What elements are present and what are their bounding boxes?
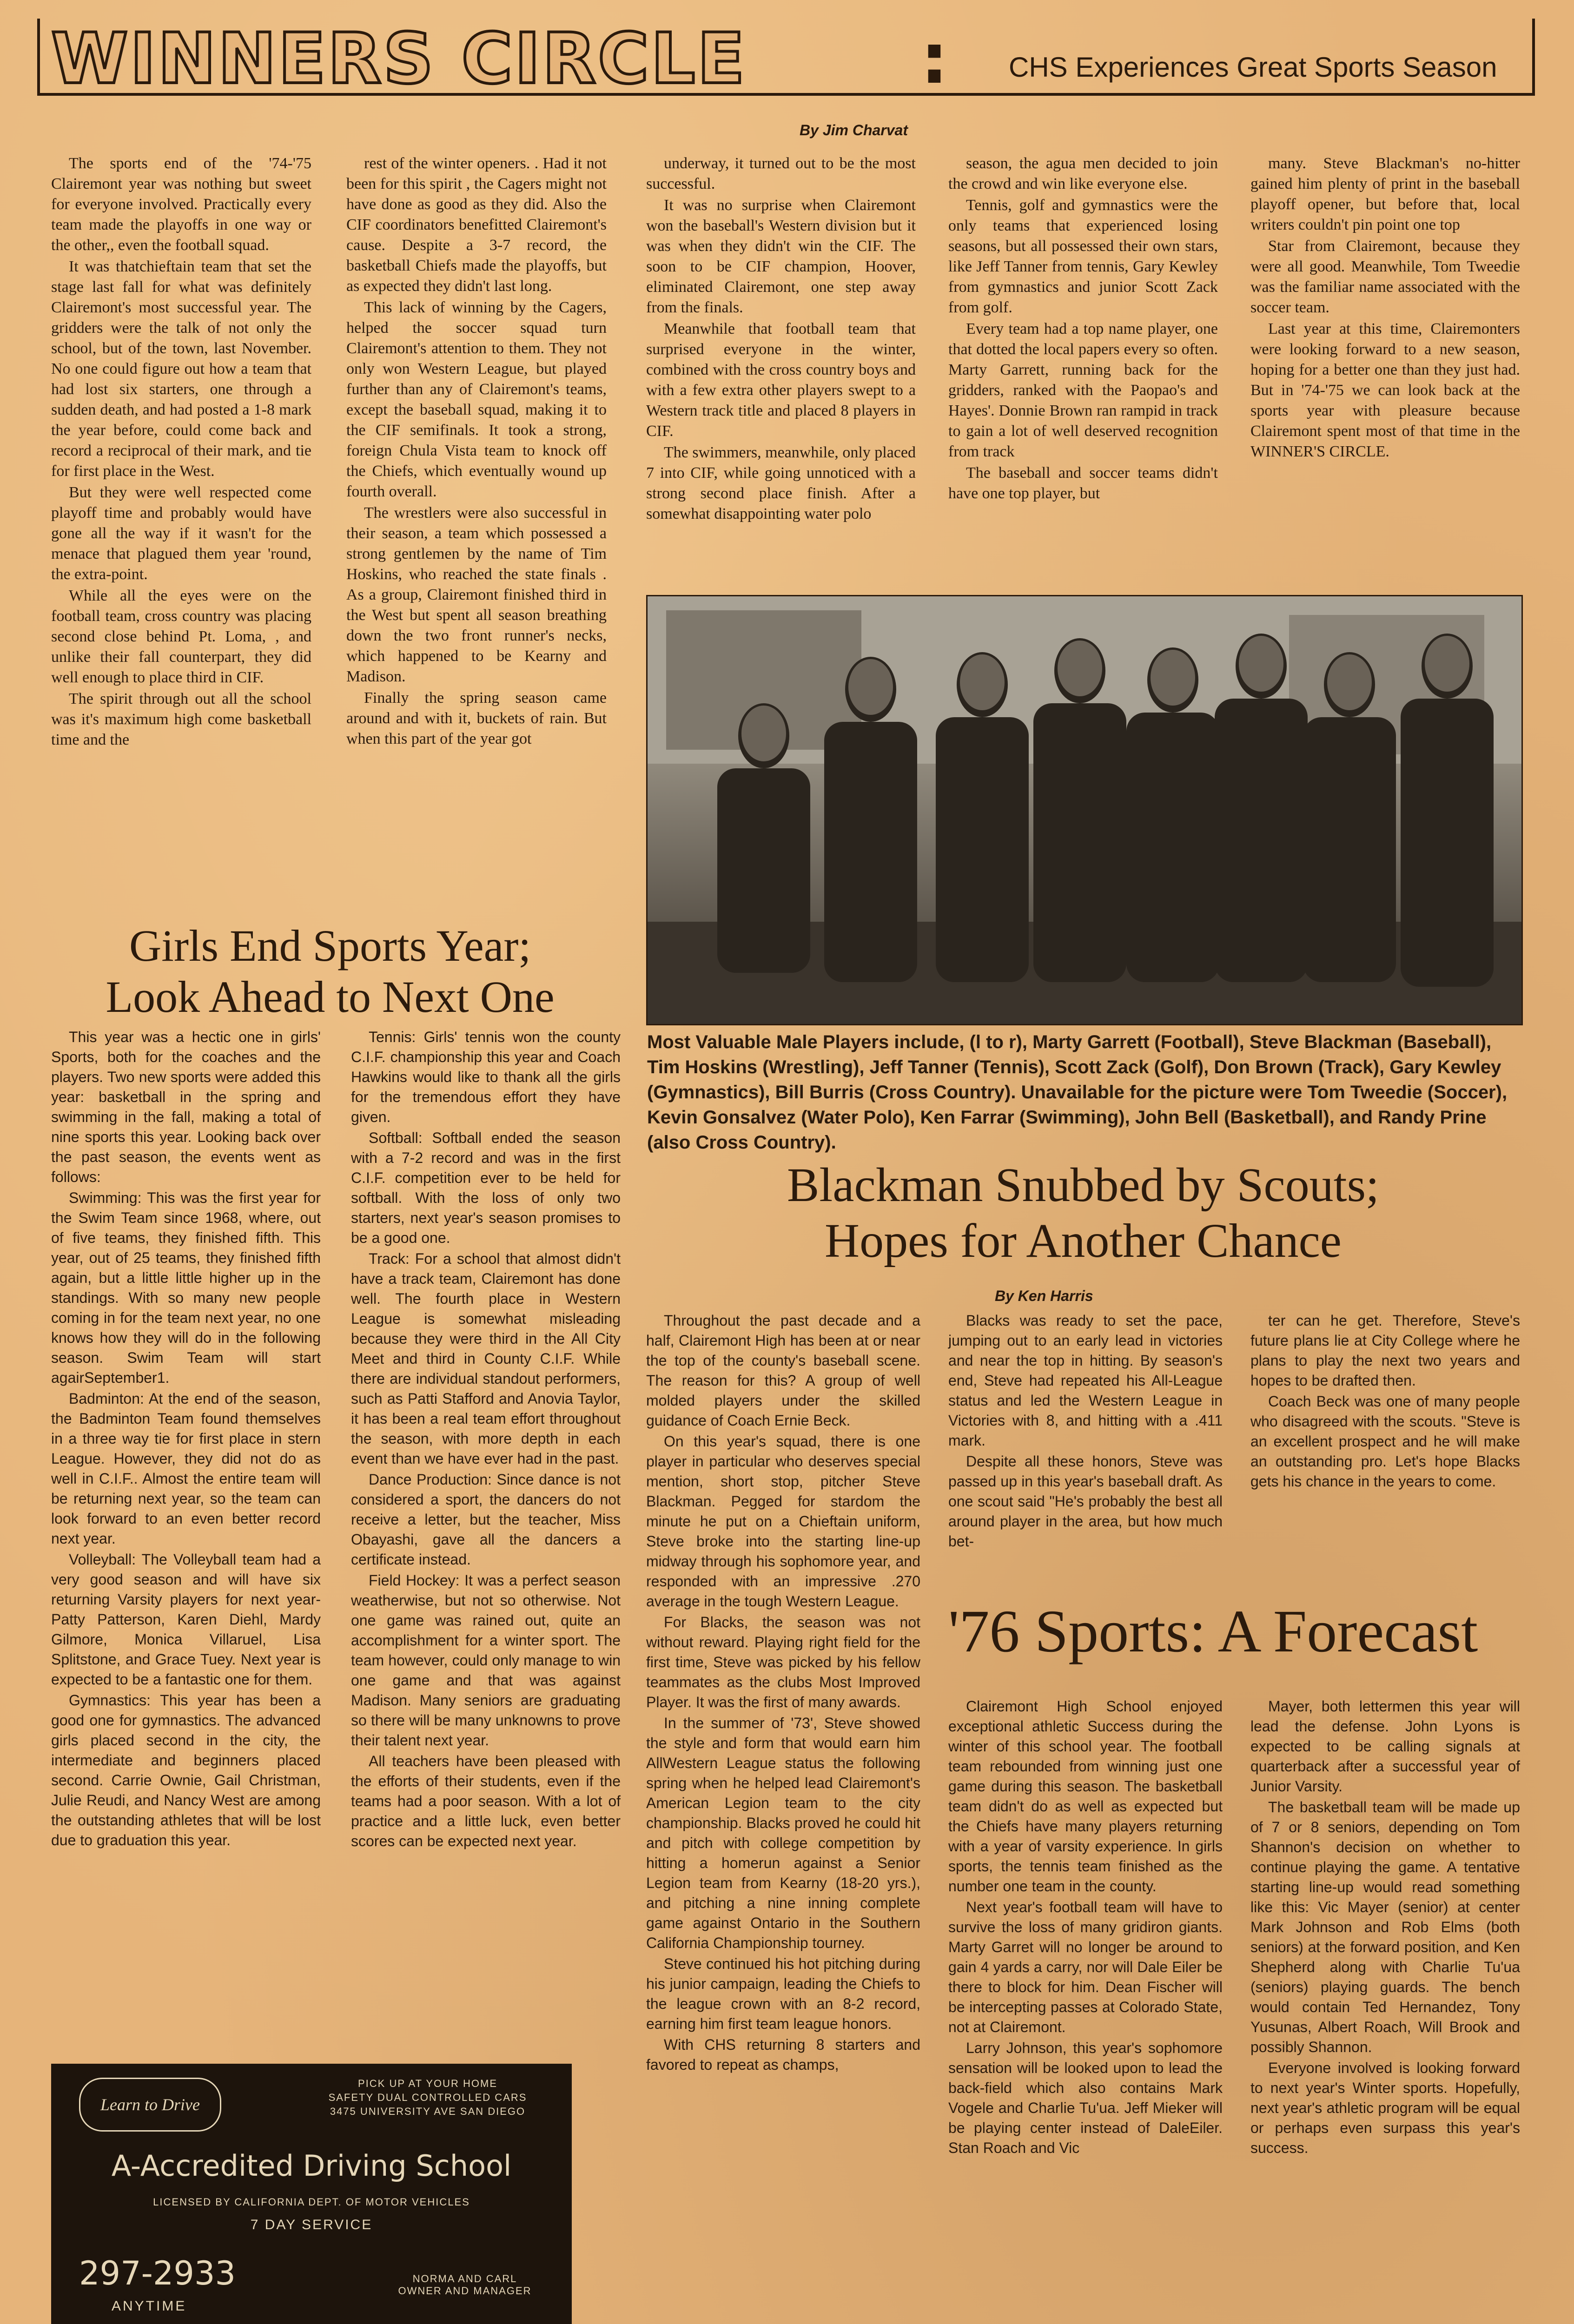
- paragraph: The swimmers, meanwhile, only placed 7 into CIF, while going unnoticed with a strong second place finish. After a somewhat disappointing water polo: [646, 444, 916, 522]
- forecast-col-2: [1250, 1697, 1520, 2159]
- ad-school-name: A-Accredited Driving School: [111, 2149, 512, 2183]
- lead-col-1: [51, 153, 311, 751]
- lead-col-3: [646, 153, 916, 525]
- paragraph: Tennis: Girls' tennis won the county C.I.F. championship this year and Coach Hawkins would like to thank all the girls for the tremendous effort they have given.: [351, 1029, 621, 1125]
- paragraph: Next year's football team will have to survive the loss of many gridiron giants. Marty Garret will no longer be around to gain 4 yards a carry, nor will Dale Eiler be there to block for him. Dean Fischer will be intercepting passes at Colorado State, not at Clairemont.: [948, 1899, 1223, 2035]
- ad-license: LICENSED BY CALIFORNIA DEPT. OF MOTOR VEHICLES: [153, 2196, 470, 2208]
- driving-school-ad: [51, 2064, 572, 2324]
- paragraph: The wrestlers were also successful in their season, a team which possessed a strong gentlemen by the name of Tim Hoskins, who reached the state finals . As a group, Clairemont finished third in the West but spent all season breathing down the two front runner's necks, which happened to be Kearny and Madison.: [346, 504, 607, 685]
- lead-col-5: [1250, 153, 1520, 463]
- forecast-headline: '76 Sports: A Forecast: [948, 1598, 1478, 1665]
- paragraph: On this year's squad, there is one player in particular who deserves special mention, short stop, pitcher Steve Blackman. Pegged for stardom the minute he put on a Chieftain uniform, Steve broke into the starting line-up midway through his sophomore year, and responded with an impressive .270 average in the tough Western League.: [646, 1433, 920, 1610]
- masthead-colon: :: [920, 19, 948, 99]
- girls-headline-line-1: Girls End Sports Year;: [129, 921, 531, 971]
- paragraph: It was no surprise when Clairemont won the baseball's Western division but it was when they didn't win the CIF. The soon to be CIF champion, Hoover, eliminated Clairemont, one step away from the finals.: [646, 197, 916, 316]
- paragraph: Mayer, both lettermen this year will lead the defense. John Lyons is expected to be calling signals at quarterback after a successful year of Junior Varsity.: [1250, 1698, 1520, 1795]
- paragraph: The basketball team will be made up of 7 or 8 seniors, depending on Tom Shannon's decision on whether to continue playing the game. A tentative starting line-up would read something like this: Vic Mayer (senior) at center Mark Johnson and Rob Elms (both seniors) at the forward position, and Ken Shepherd along with Charlie Tu'ua (seniors) playing guards. The bench would contain Ted Hernandez, Tony Yusunas, Albert Roach, Will Brook and possibly Shannon.: [1250, 1799, 1520, 2055]
- ad-pickup-line: PICK UP AT YOUR HOME: [358, 2078, 497, 2089]
- paragraph: Star from Clairemont, because they were all good. Meanwhile, Tom Tweedie was the familiar name associated with the soccer team.: [1250, 238, 1520, 316]
- blackman-headline-line-2: Hopes for Another Chance: [825, 1214, 1342, 1268]
- ad-pickup-line: 3475 UNIVERSITY AVE SAN DIEGO: [330, 2106, 526, 2117]
- paragraph: The sports end of the '74-'75 Clairemont year was nothing but sweet for everyone involved. Practically every team made the playoffs in one way or the other,, even the football squad.: [51, 155, 311, 254]
- paragraph: The spirit through out all the school was it's maximum high come basketball time and the: [51, 690, 311, 748]
- paragraph: While all the eyes were on the football team, cross country was placing second close behind Pt. Loma, , and unlike their fall counterpart, they did well enough to place third in CIF.: [51, 587, 311, 686]
- paragraph: Blacks was ready to set the pace, jumping out to an early lead in victories and near the top in hitting. By season's end, Steve had repeated his All-League status and led the Western League in Victories with 8, and hitting with a .411 mark.: [948, 1312, 1223, 1449]
- team-photo-illustration: [648, 596, 1521, 1024]
- paragraph: Tennis, golf and gymnastics were the only teams that experienced losing seasons, but all possessed their own stars, like Jeff Tanner from tennis, Gary Kewley from gymnastics and junior Scott Zack from golf.: [948, 197, 1218, 316]
- paragraph: Track: For a school that almost didn't have a track team, Clairemont has done well. The fourth place in Western League is somewhat misleading because they were third in the All City Meet and third in County C.I.F. While there are individual standout performers, such as Patti Stafford and Anovia Taylor, it has been a real team effort throughout the season, with more depth in each event than we have ever had in the past.: [351, 1250, 621, 1467]
- paragraph: Despite all these honors, Steve was passed up in this year's baseball draft. As one scout said "He's probably the best all around player in the area, but how much bet-: [948, 1453, 1223, 1550]
- girls-headline-line-2: Look Ahead to Next One: [106, 972, 555, 1022]
- blackman-byline: By Ken Harris: [995, 1287, 1093, 1304]
- paragraph: This lack of winning by the Cagers, helped the soccer squad turn Clairemont's attention to them. They not only won Western League, but played further than any of Clairemont's teams, except the baseball squad, making it to the CIF semifinals. It took a strong, foreign Chula Vista team to knock off the Chiefs, which eventually wound up fourth overall.: [346, 299, 607, 500]
- masthead-subtitle: CHS Experiences Great Sports Season: [1009, 52, 1497, 83]
- paragraph: Everyone involved is looking forward to next year's Winter sports. Hopefully, next year's athletic program will be equal or perhaps even surpass this year's success.: [1250, 2060, 1520, 2156]
- girls-col-1: [51, 1027, 321, 1851]
- paragraph: In the summer of '73', Steve showed the style and form that would earn him AllWestern League status the following spring when he helped lead Clairemont's American Legion team to the city championship. Blacks proved he could hit and pitch with college competition by hitting a homerun against a Senior Legion team from Kearny (18-20 yrs.), and pitching a nine inning complete game against Ontario in the Southern California Championship tourney.: [646, 1715, 920, 1951]
- blackman-col-1: [646, 1311, 920, 2076]
- paragraph: Every team had a top name player, one that dotted the local papers every so often. Marty Garrett, running back for the gridders, ranked with the Paopao's and Hayes'. Donnie Brown ran rampid in track to gain a lot of well deserved recognition from track: [948, 320, 1218, 460]
- paragraph: Volleyball: The Volleyball team had a very good season and will have six returning Varsity players for next year-Patty Patterson, Karen Diehl, Mardy Gilmore, Monica Villaruel, Lisa Splitstone, and Grace Tuey. Next year is expected to be a fantastic one for them.: [51, 1551, 321, 1688]
- paragraph: Larry Johnson, this year's sophomore sensation will be looked upon to lead the back-field which also contains Mark Vogele and Charlie Tu'ua. Jeff Mieker will be playing center instead of DaleEiler. Stan Roach and Vic: [948, 2040, 1223, 2156]
- paragraph: With CHS returning 8 starters and favored to repeat as champs,: [646, 2036, 920, 2073]
- girls-col-2: [351, 1027, 621, 1852]
- paragraph: Coach Beck was one of many people who disagreed with the scouts. "Steve is an excellent prospect and he will make an outstanding pro. Let's hope Blacks gets his chance in the years to come.: [1250, 1393, 1520, 1490]
- lead-byline: By Jim Charvat: [800, 122, 908, 139]
- forecast-col-1: [948, 1697, 1223, 2159]
- paragraph: many. Steve Blackman's no-hitter gained him plenty of print in the baseball playoff opener, but before that, local writers couldn't pin point one top: [1250, 155, 1520, 233]
- team-photo: [646, 595, 1523, 1025]
- girls-headline: [51, 920, 609, 1023]
- paragraph: Steve continued his hot pitching during his junior campaign, leading the Chiefs to the league crown with an 8-2 record, earning him first team league honors.: [646, 1955, 920, 2032]
- ad-anytime: ANYTIME: [112, 2298, 187, 2314]
- blackman-col-3: [1250, 1311, 1520, 1492]
- paragraph: Softball: Softball ended the season with a 7-2 record and was in the first C.I.F. competition ever to be held for softball. With the loss of only two starters, next year's season promises to be a good one.: [351, 1129, 621, 1246]
- paragraph: underway, it turned out to be the most successful.: [646, 155, 916, 192]
- paragraph: Throughout the past decade and a half, Clairemont High has been at or near the top of the county's baseball scene. The reason for this? A group of well molded players under the skilled guidance of Coach Ernie Beck.: [646, 1312, 920, 1429]
- ad-owners-line: NORMA AND CARL: [412, 2273, 517, 2284]
- paragraph: The baseball and soccer teams didn't have one top player, but: [948, 464, 1218, 502]
- blackman-headline: [646, 1157, 1520, 1269]
- paragraph: Swimming: This was the first year for the Swim Team since 1968, where, out of five teams, they finished fifth. This year, out of 25 teams, they finished fifth again, but a little little higher up in the standings. With so many new people coming in for the team next year, no one knows how they will do in the following season. Swim Team will start agairSeptember1.: [51, 1189, 321, 1386]
- ad-logo: Learn to Drive: [79, 2078, 221, 2132]
- paragraph: Finally the spring season came around and with it, buckets of rain. But when this part of the year got: [346, 689, 607, 747]
- paragraph: Clairemont High School enjoyed exceptional athletic Success during the winter of this school year. The football team rebounded from winning just one game during this season. The basketball team didn't do as well as expected but the Chiefs have many players returning with a year of varsity experience. In girls sports, the tennis team finished as the number one team in the county.: [948, 1698, 1223, 1895]
- paragraph: For Blacks, the season was not without reward. Playing right field for the first time, Steve was picked by his fellow teammates as the clubs Most Improved Player. It was the first of many awards.: [646, 1614, 920, 1710]
- paragraph: Dance Production: Since dance is not considered a sport, the dancers do not receive a letter, but the teacher, Miss Obayashi, gave all the dancers a certificate instead.: [351, 1471, 621, 1568]
- ad-pickup-line: SAFETY DUAL CONTROLLED CARS: [328, 2092, 527, 2103]
- paragraph: But they were well respected come playoff time and probably would have gone all the way if it wasn't for the menace that plagued them year 'round, the extra-point.: [51, 484, 311, 583]
- paragraph: Last year at this time, Clairemonters were looking forward to a new season, hoping for a better one than they just had. But in '74-'75 we can look back at the sports year with pleasure because Clairemont spent most of that time in the WINNER'S CIRCLE.: [1250, 320, 1520, 460]
- ad-service: 7 DAY SERVICE: [250, 2217, 373, 2232]
- paragraph: Badminton: At the end of the season, the Badminton Team found themselves in a three way tie for first place in stern League. However, they did not do as well in C.I.F.. Almost the entire team will be returning next year, so the team can look forward to an even better record next year.: [51, 1390, 321, 1547]
- paragraph: Meanwhile that football team that surprised everyone in the winter, combined with the cross country boys and with a few extra other players swept to a Western track title and placed 8 players in CIF.: [646, 320, 916, 440]
- paragraph: rest of the winter openers. . Had it not been for this spirit , the Cagers might not have done as good as they did. Also the CIF coordinators benefitted Clairemont's cause. Despite a 3-7 record, the basketball Chiefs made the playoffs, but as expected they didn't last long.: [346, 155, 607, 295]
- ad-owners-line: OWNER AND MANAGER: [398, 2285, 532, 2297]
- ad-pickup: [293, 2077, 562, 2119]
- photo-caption: Most Valuable Male Players include, (l to r), Marty Garrett (Football), Steve Blackman (Baseball), Tim Hoskins (Wrestling), Jeff Tanner (Tennis), Scott Zack (Golf), Don Brown (Track), Gary Kewley (Gymnastics), Bill Burris (Cross Country). Unavailable for the picture were Tom Tweedie (Soccer), Kevin Gonsalvez (Water Polo), Ken Farrar (Swimming), John Bell (Basketball), and Randy Prine (also Cross Country).: [647, 1032, 1508, 1153]
- paragraph: ter can he get. Therefore, Steve's future plans lie at City College where he plans to play the next two years and hopes to be drafted then.: [1250, 1312, 1520, 1389]
- lead-col-2: [346, 153, 607, 750]
- blackman-headline-line-1: Blackman Snubbed by Scouts;: [787, 1158, 1379, 1212]
- blackman-col-2: [948, 1311, 1223, 1552]
- paragraph: It was thatchieftain team that set the stage last fall for what was definitely Clairemont's most successful year. The gridders were the talk of not only the school, but of the town, last November. No one could figure out how a team that had lost six starters, one through a sudden death, and had posted a 1-8 mark the year before, could come back and record a reciprocal of their mark, and tie for first place in the West.: [51, 258, 311, 480]
- lead-col-4: [948, 153, 1218, 505]
- paragraph: Gymnastics: This year has been a good one for gymnastics. The advanced girls placed second in the city, the intermediate and beginners placed second. Carrie Ownie, Gail Christman, Julie Reudi, and Nancy West are among the outstanding athletes that will be lost due to graduation this year.: [51, 1692, 321, 1849]
- masthead-title: WINNERS CIRCLE: [51, 19, 747, 99]
- paragraph: Field Hockey: It was a perfect season weatherwise, but not so otherwise. Not one game was rained out, quite an accomplishment for a winter sport. The team however, could only manage to win one game and that was against Madison. Many seniors are graduating so there will be many unknowns to prove their talent next year.: [351, 1572, 621, 1749]
- ad-owners: [395, 2273, 535, 2297]
- ad-phone: 297-2933: [79, 2254, 236, 2292]
- paragraph: All teachers have been pleased with the efforts of their students, even if the teams had a poor season. With a lot of practice and a little luck, even better scores can be expected next year.: [351, 1753, 621, 1849]
- paragraph: This year was a hectic one in girls' Sports, both for the coaches and the players. Two new sports were added this year: basketball in the spring and swimming in the fall, making a total of nine sports this year. Looking back over the past season, the events went as follows:: [51, 1029, 321, 1185]
- paragraph: season, the agua men decided to join the crowd and win like everyone else.: [948, 155, 1218, 192]
